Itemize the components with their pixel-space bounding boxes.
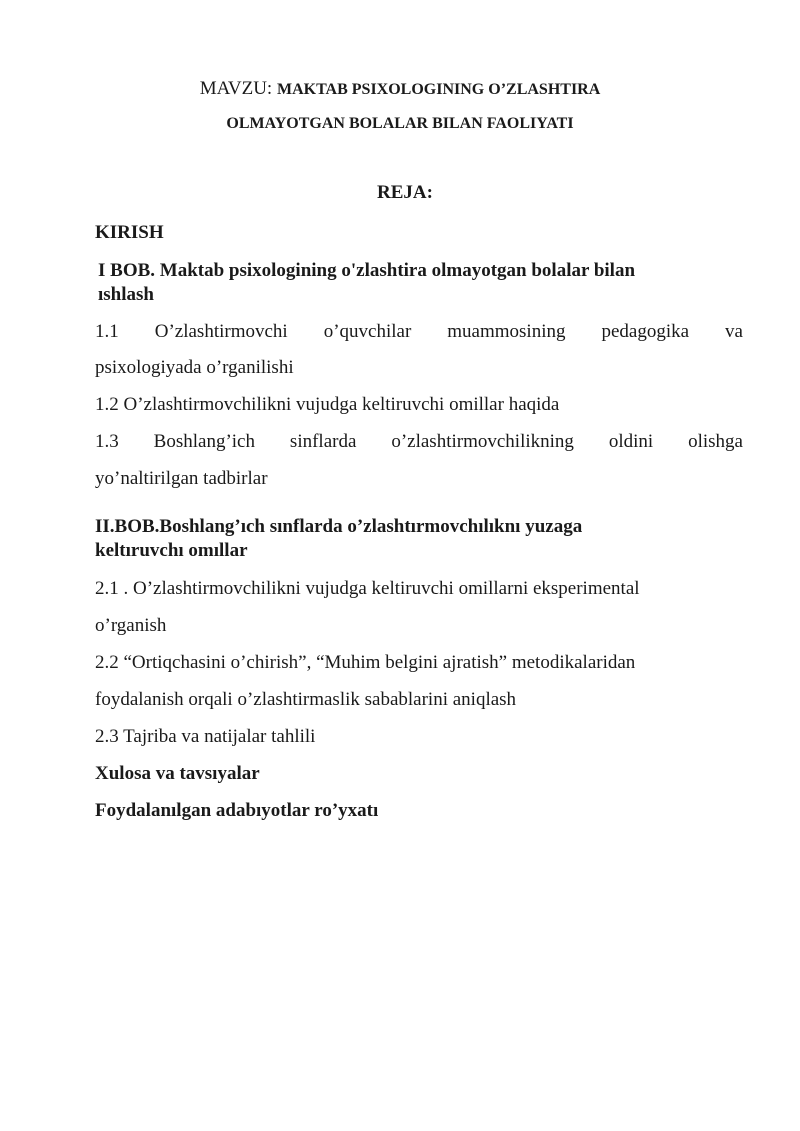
item-1-3-word: o’zlashtirmovchilikning [391, 431, 574, 452]
item-1-3-line-2: yo’naltirilgan tadbirlar [95, 468, 268, 489]
plan-heading: REJA: [377, 182, 433, 203]
item-1-1-word: muammosining [447, 321, 566, 342]
item-2-1-line-2: o’rganish [95, 615, 167, 636]
intro-heading: KIRISH [95, 222, 164, 243]
item-1-1-line-1 [95, 320, 743, 344]
title-rest: MAKTAB PSIXOLOGINING O’ZLASHTIRA [276, 81, 601, 98]
item-1-3-word: olishga [688, 431, 743, 452]
item-1-1-word: O’zlashtirmovchi [154, 321, 288, 342]
item-1-3-word: oldini [608, 431, 654, 452]
item-1-1-word: pedagogika [601, 321, 690, 342]
title-prefix: MAVZU: [199, 78, 277, 99]
item-2-2-line-1: 2.2 “Ortiqchasini o’chirish”, “Muhim belgini ajratish” metodikalaridan [95, 652, 636, 673]
chapter-2-title-line-1: II.BOB.Boshlang’ıch sınflarda o’zlashtırmovchılıknı yuzaga [95, 516, 583, 537]
item-2-1-line-1: 2.1 . O’zlashtirmovchilikni vujudga keltiruvchi omillarni eksperimental [95, 578, 640, 599]
chapter-1-title-line-1: I BOB. Maktab psixologining o'zlashtira olmayotgan bolalar bilan [98, 260, 636, 281]
page-title-line-2: OLMAYOTGAN BOLALAR BILAN FAOLIYATI [226, 115, 574, 132]
item-1-1-word: va [725, 321, 743, 342]
item-1-2: 1.2 O’zlashtirmovchilikni vujudga keltiruvchi omillar haqida [95, 394, 560, 415]
item-2-3: 2.3 Tajriba va natijalar tahlili [95, 726, 316, 747]
chapter-1-title-line-2: ıshlash [98, 284, 154, 305]
item-1-1-word: o’quvchilar [323, 321, 412, 342]
item-1-3-word: sinflarda [289, 431, 357, 452]
conclusion-heading: Xulosa va tavsıyalar [95, 763, 260, 784]
item-1-1-word: 1.1 [95, 321, 119, 342]
item-2-2-line-2: foydalanish orqali o’zlashtirmaslik sabablarini aniqlash [95, 689, 517, 710]
item-1-3-word: 1.3 [95, 431, 119, 452]
page-title-line-1 [0, 77, 800, 102]
chapter-2-title-line-2: keltıruvchı omıllar [95, 540, 248, 561]
item-1-1-line-2: psixologiyada o’rganilishi [95, 357, 294, 378]
item-1-3-word: Boshlang’ich [153, 431, 255, 452]
references-heading: Foydalanılgan adabıyotlar ro’yxatı [95, 800, 379, 821]
item-1-3-line-1 [95, 430, 743, 454]
